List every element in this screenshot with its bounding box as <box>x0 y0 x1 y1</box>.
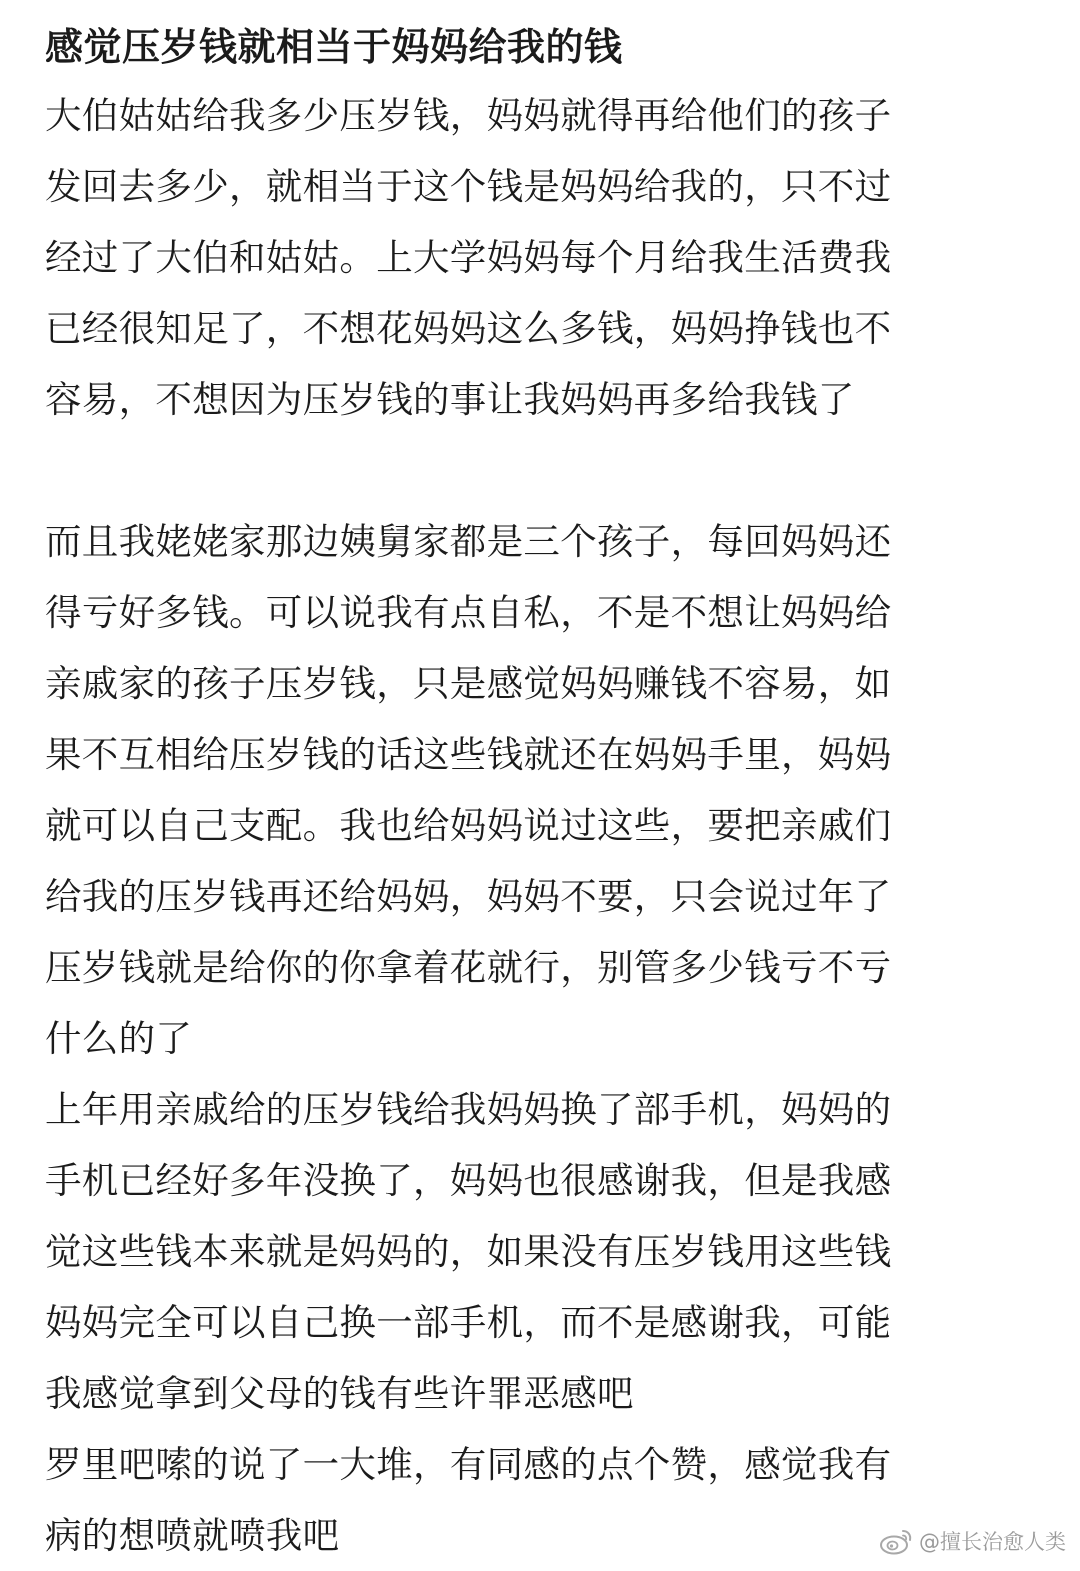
text-line: 妈妈完全可以自己换一部手机，而不是感谢我，可能 <box>45 1301 892 1344</box>
text-line: 已经很知足了，不想花妈妈这么多钱，妈妈挣钱也不 <box>45 307 892 350</box>
watermark-text: @擅长治愈人类 <box>919 1530 1066 1554</box>
text-line: 大伯姑姑给我多少压岁钱，妈妈就得再给他们的孩子 <box>45 94 892 137</box>
paragraph-gap <box>45 435 1035 506</box>
text-line: 而且我姥姥家那边姨舅家都是三个孩子，每回妈妈还 <box>45 520 892 563</box>
text-line: 经过了大伯和姑姑。上大学妈妈每个月给我生活费我 <box>45 236 892 279</box>
paragraph <box>45 80 1035 435</box>
text-line: 觉这些钱本来就是妈妈的，如果没有压岁钱用这些钱 <box>45 1230 892 1273</box>
text-line: 压岁钱就是给你的你拿着花就行，别管多少钱亏不亏 <box>45 946 892 989</box>
text-line: 罗里吧嗦的说了一大堆，有同感的点个赞，感觉我有 <box>45 1443 892 1486</box>
text-line: 给我的压岁钱再还给妈妈，妈妈不要，只会说过年了 <box>45 875 892 918</box>
text-line: 我感觉拿到父母的钱有些许罪恶感吧 <box>45 1372 634 1415</box>
text-line: 亲戚家的孩子压岁钱，只是感觉妈妈赚钱不容易，如 <box>45 662 892 705</box>
text-line: 病的想喷就喷我吧 <box>45 1514 340 1557</box>
post-body <box>45 80 1035 1571</box>
post-title: 感觉压岁钱就相当于妈妈给我的钱 <box>45 25 623 69</box>
paragraph <box>45 506 1035 1074</box>
weibo-logo-icon <box>879 1527 913 1555</box>
watermark <box>879 1526 1066 1556</box>
text-line: 什么的了 <box>45 1017 193 1060</box>
text-line: 就可以自己支配。我也给妈妈说过这些，要把亲戚们 <box>45 804 892 847</box>
text-line: 手机已经好多年没换了，妈妈也很感谢我，但是我感 <box>45 1159 892 1202</box>
text-line: 上年用亲戚给的压岁钱给我妈妈换了部手机，妈妈的 <box>45 1088 892 1131</box>
text-line: 得亏好多钱。可以说我有点自私，不是不想让妈妈给 <box>45 591 892 634</box>
text-line: 果不互相给压岁钱的话这些钱就还在妈妈手里，妈妈 <box>45 733 892 776</box>
paragraph <box>45 1074 1035 1429</box>
text-line: 容易，不想因为压岁钱的事让我妈妈再多给我钱了 <box>45 378 855 421</box>
text-line: 发回去多少，就相当于这个钱是妈妈给我的，只不过 <box>45 165 892 208</box>
post <box>45 0 1035 1571</box>
